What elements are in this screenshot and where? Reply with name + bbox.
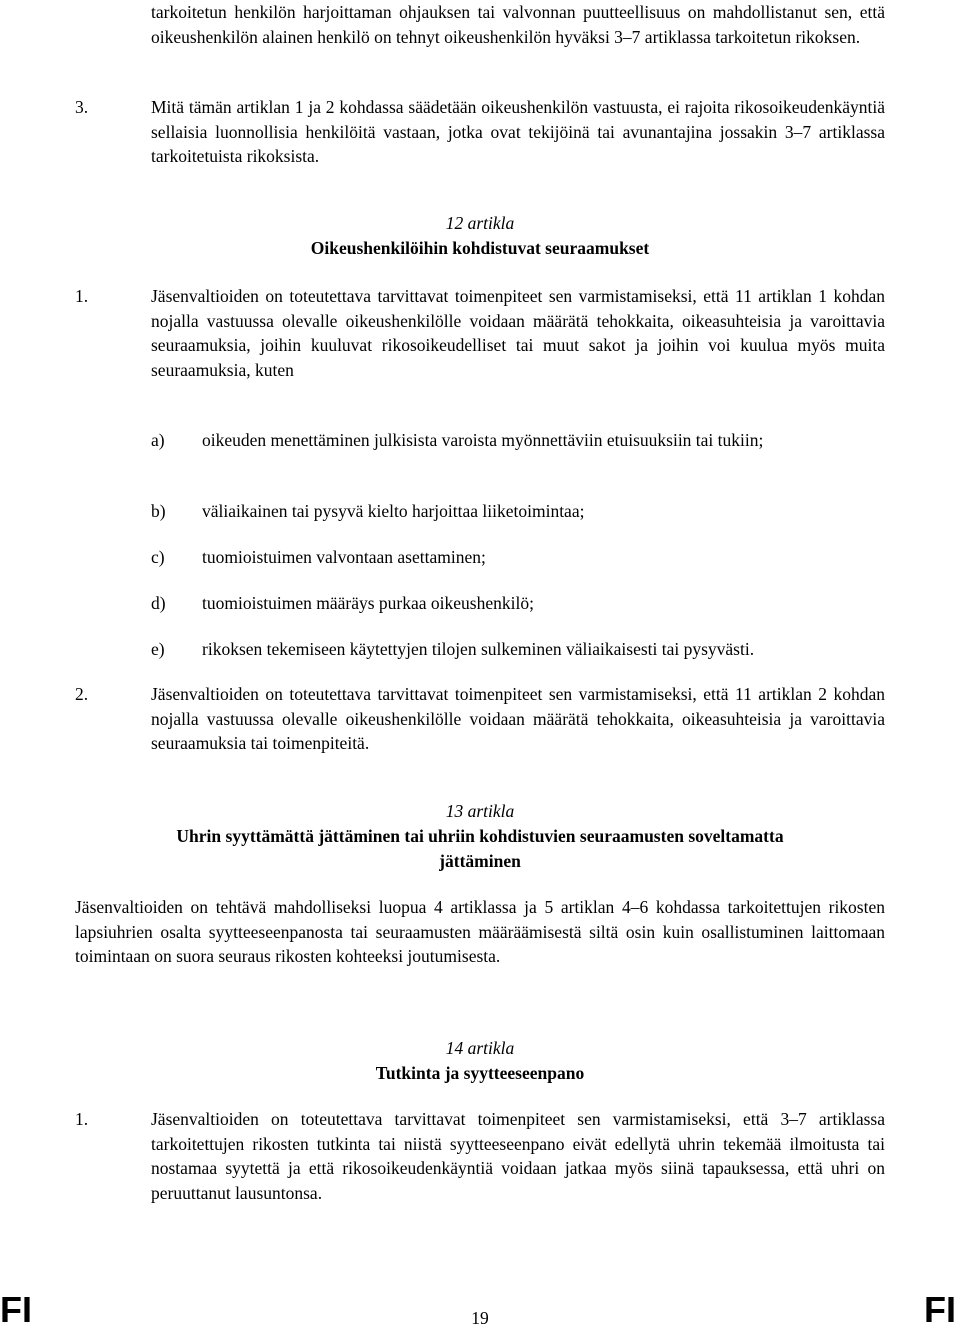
list-item-letter: e): [151, 639, 165, 659]
article-title-line-1: Uhrin syyttämättä jättäminen tai uhriin kohdistuvien seuraamusten soveltamatta: [176, 826, 784, 846]
article-title: Oikeushenkilöihin kohdistuvat seuraamukset: [310, 238, 650, 258]
article-number: 14 artikla: [445, 1038, 515, 1058]
paragraph-number: 3.: [75, 97, 89, 117]
page-number: 19: [471, 1308, 489, 1328]
list-item-letter: c): [151, 547, 165, 567]
article-12-paragraph-1: Jäsenvaltioiden on toteutettava tarvittavat toimenpiteet sen varmistamiseksi, että 11 artiklan 1 kohdan nojalla vastuussa olevalle oikeushenkilölle voidaan määrätä tehokkaita, oikeasuhteisia ja varoittavia seuraamuksia, joihin kuuluvat rikosoikeudelliset tai muut sakot ja joihin voi kuulua myös muita seuraamuksia, kuten: [151, 286, 885, 380]
article-13-text: Jäsenvaltioiden on tehtävä mahdolliseksi luopua 4 artiklassa ja 5 artiklan 4–6 kohdassa tarkoitettujen rikosten lapsiuhrien osalta syytteeseenpanosta tai seuraamusten määräämisestä siltä osin kuin osallistuminen laittomaan toimintaan on suora seuraus rikosten kohteeksi joutumisesta.: [75, 897, 885, 966]
paragraph-number: 2.: [75, 684, 89, 704]
list-item-letter: b): [151, 501, 166, 521]
list-item: rikoksen tekemiseen käytettyjen tilojen sulkeminen väliaikaisesti tai pysyvästi.: [202, 639, 755, 659]
paragraph-continuation: tarkoitetun henkilön harjoittaman ohjauksen tai valvonnan puutteellisuus on mahdollistanut sen, että oikeushenkilön alainen henkilö on tehnyt oikeushenkilön hyväksi 3–7 artiklassa tarkoitetun rikoksen.: [151, 2, 885, 47]
article-14-paragraph-1: Jäsenvaltioiden on toteutettava tarvittavat toimenpiteet sen varmistamiseksi, että 3–7 artiklassa tarkoitettujen rikosten tutkinta tai niistä syytteeseenpano eivät edellytä uhrin tekemää ilmoitusta tai nostamaa syytettä ja että rikosoikeudenkäyntiä voidaan jatkaa myös siinä tapauksessa, että uhri on peruuttanut lausuntonsa.: [151, 1109, 885, 1203]
article-13-heading: [75, 799, 885, 874]
article-14-heading: [75, 1036, 885, 1086]
article-number: 12 artikla: [445, 213, 515, 233]
list-item-letter: a): [151, 430, 165, 450]
footer-language-left: FI: [0, 1289, 32, 1330]
article-12-heading: [75, 211, 885, 261]
paragraph-number: 1.: [75, 286, 89, 306]
article-title-line-2: jättäminen: [439, 851, 521, 871]
list-item: oikeuden menettäminen julkisista varoista myönnettäviin etuisuuksiin tai tukiin;: [202, 430, 764, 450]
list-item: tuomioistuimen määräys purkaa oikeushenkilö;: [202, 593, 534, 613]
list-item: väliaikainen tai pysyvä kielto harjoittaa liiketoimintaa;: [202, 501, 585, 521]
footer-language-right: FI: [924, 1289, 956, 1330]
paragraph-number: 1.: [75, 1109, 89, 1129]
article-number: 13 artikla: [445, 801, 515, 821]
list-item-letter: d): [151, 593, 166, 613]
article-title: Tutkinta ja syytteeseenpano: [375, 1063, 585, 1083]
list-item: tuomioistuimen valvontaan asettaminen;: [202, 547, 486, 567]
article-12-paragraph-2: Jäsenvaltioiden on toteutettava tarvittavat toimenpiteet sen varmistamiseksi, että 11 artiklan 2 kohdan nojalla vastuussa olevalle oikeushenkilölle voidaan määrätä tehokkaita, oikeasuhteisia ja varoittavia seuraamuksia tai toimenpiteitä.: [151, 684, 885, 753]
paragraph-3: Mitä tämän artiklan 1 ja 2 kohdassa säädetään oikeushenkilön vastuusta, ei rajoita rikosoikeudenkäyntiä sellaisia luonnollisia henkilöitä vastaan, jotka ovat tekijöinä tai avunantajina jossakin 3–7 artiklassa tarkoitetuista rikoksista.: [151, 97, 885, 166]
